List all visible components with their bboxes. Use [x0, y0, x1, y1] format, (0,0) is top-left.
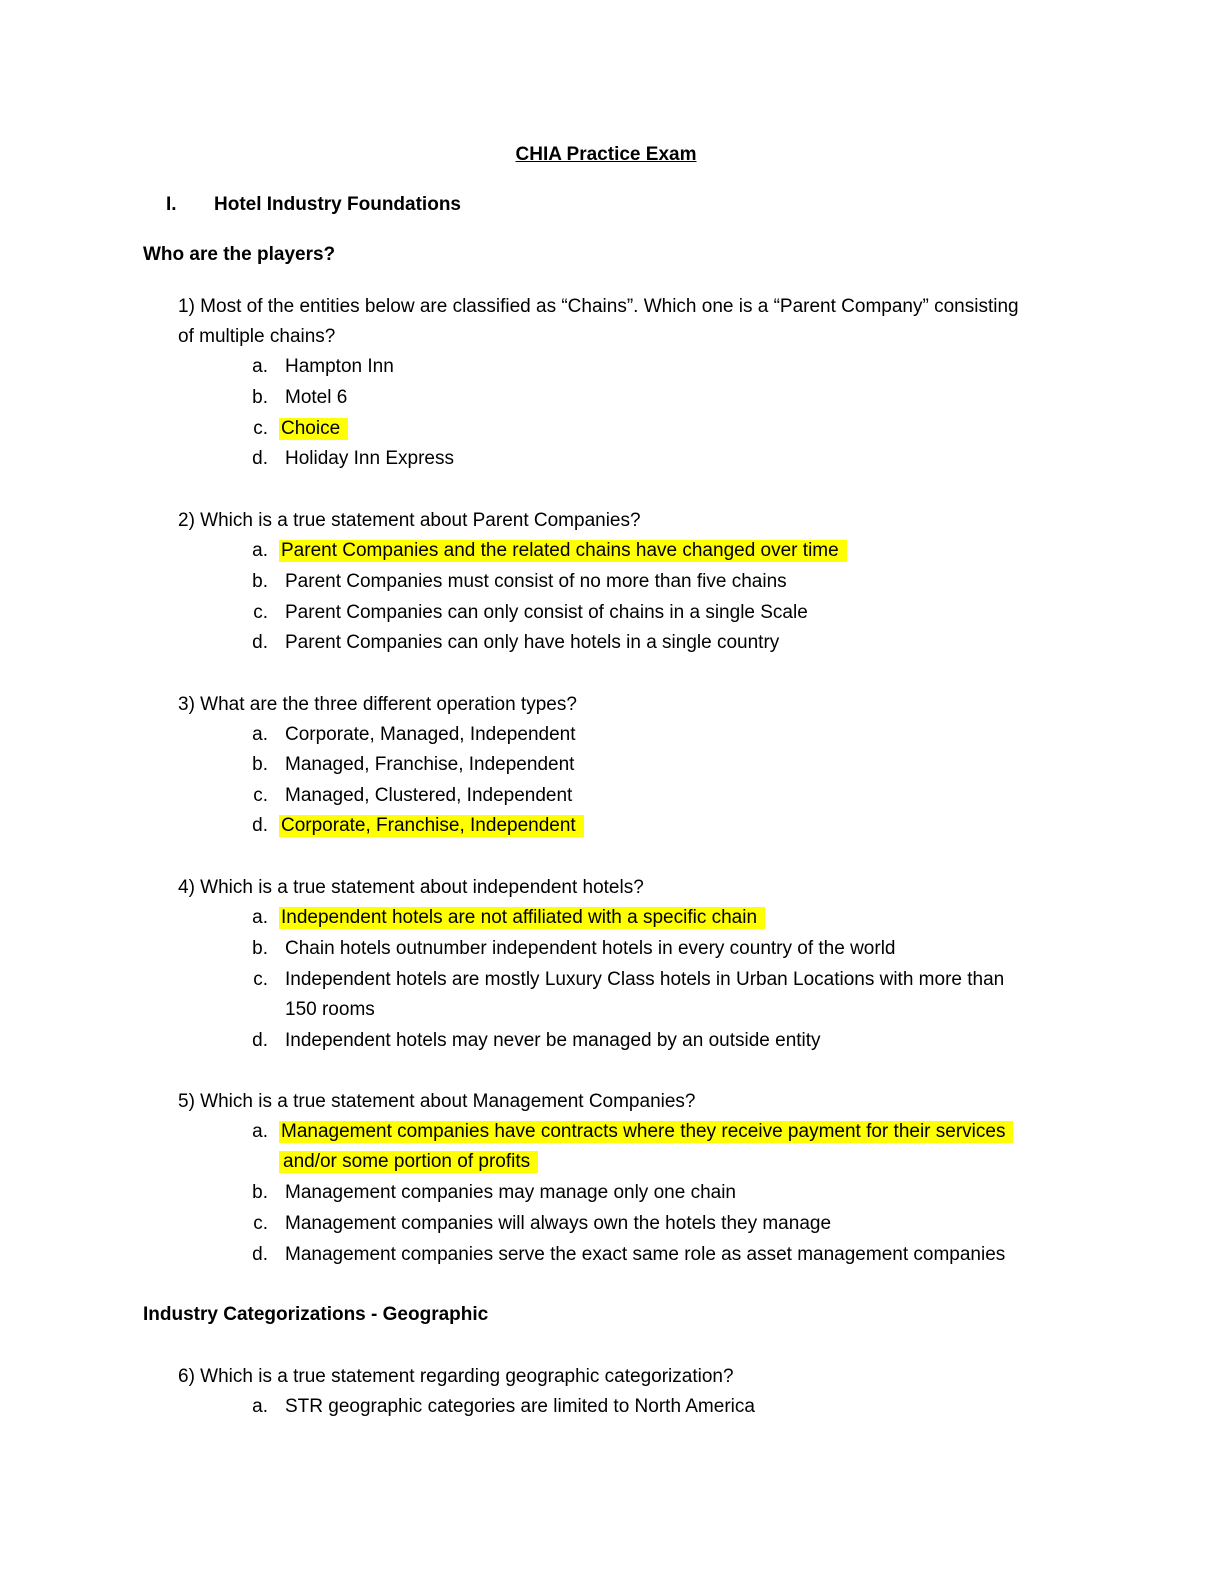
q5-option-a-highlighted-answer: Management companies have contracts where they receive payment for their services: [279, 1121, 1013, 1143]
question-4-text: 4) Which is a true statement about independent hotels?: [178, 877, 644, 898]
q3-option-a-letter: a.: [252, 724, 268, 745]
q2-option-c-letter: c.: [253, 602, 268, 623]
question-1-text: 1) Most of the entities below are classified as “Chains”. Which one is a “Parent Company” consisting: [178, 296, 1019, 317]
q5-option-d: Management companies serve the exact same role as asset management companies: [285, 1244, 1006, 1265]
q4-option-c-letter: c.: [253, 969, 268, 990]
q3-option-a: Corporate, Managed, Independent: [285, 724, 576, 745]
section-numeral: I.: [166, 194, 177, 215]
q1-option-a: Hampton Inn: [285, 356, 394, 377]
question-5-text: 5) Which is a true statement about Management Companies?: [178, 1091, 696, 1112]
q4-option-b: Chain hotels outnumber independent hotels in every country of the world: [285, 938, 896, 959]
q4-option-d: Independent hotels may never be managed by an outside entity: [285, 1030, 821, 1051]
q3-option-c-letter: c.: [253, 785, 268, 806]
q6-option-a-letter: a.: [252, 1396, 268, 1417]
subheading-players: Who are the players?: [143, 244, 336, 265]
q4-option-b-letter: b.: [252, 938, 268, 959]
q1-option-b-letter: b.: [252, 387, 268, 408]
q5-option-c-letter: c.: [253, 1213, 268, 1234]
q5-option-b: Management companies may manage only one chain: [285, 1182, 736, 1203]
q1-option-d-letter: d.: [252, 448, 268, 469]
q2-option-d: Parent Companies can only have hotels in a single country: [285, 632, 780, 653]
q1-option-c-highlighted-answer: Choice: [279, 418, 348, 440]
q2-option-a-letter: a.: [252, 540, 268, 561]
question-2-text: 2) Which is a true statement about Parent Companies?: [178, 510, 641, 531]
q5-option-a-letter: a.: [252, 1121, 268, 1142]
subheading-geographic: Industry Categorizations - Geographic: [143, 1304, 489, 1325]
q2-option-b: Parent Companies must consist of no more than five chains: [285, 571, 787, 592]
q3-option-d-letter: d.: [252, 815, 268, 836]
q3-option-b: Managed, Franchise, Independent: [285, 754, 575, 775]
q4-option-a-highlighted-answer: Independent hotels are not affiliated with a specific chain: [279, 907, 765, 929]
q1-option-b: Motel 6: [285, 387, 348, 408]
q1-option-c-letter: c.: [253, 418, 268, 439]
section-title: Hotel Industry Foundations: [214, 194, 461, 215]
question-6-text: 6) Which is a true statement regarding geographic categorization?: [178, 1366, 734, 1387]
q5-option-b-letter: b.: [252, 1182, 268, 1203]
q5-option-a-cont-highlighted: and/or some portion of profits: [279, 1151, 538, 1173]
q2-option-b-letter: b.: [252, 571, 268, 592]
q3-option-d-highlighted-answer: Corporate, Franchise, Independent: [279, 815, 584, 837]
q2-option-a-highlighted-answer: Parent Companies and the related chains have changed over time: [279, 540, 847, 562]
q2-option-c: Parent Companies can only consist of chains in a single Scale: [285, 602, 808, 623]
question-3-text: 3) What are the three different operation types?: [178, 694, 577, 715]
q5-option-c: Management companies will always own the hotels they manage: [285, 1213, 832, 1234]
document-title: CHIA Practice Exam: [515, 144, 697, 165]
q6-option-a: STR geographic categories are limited to North America: [285, 1396, 755, 1417]
q2-option-d-letter: d.: [252, 632, 268, 653]
q4-option-c: Independent hotels are mostly Luxury Class hotels in Urban Locations with more than: [285, 969, 1005, 990]
question-1-text-cont: of multiple chains?: [178, 326, 336, 347]
q5-option-d-letter: d.: [252, 1244, 268, 1265]
q3-option-c: Managed, Clustered, Independent: [285, 785, 573, 806]
q4-option-a-letter: a.: [252, 907, 268, 928]
q1-option-a-letter: a.: [252, 356, 268, 377]
q4-option-d-letter: d.: [252, 1030, 268, 1051]
q1-option-d: Holiday Inn Express: [285, 448, 454, 469]
q4-option-c-cont: 150 rooms: [285, 999, 375, 1020]
q3-option-b-letter: b.: [252, 754, 268, 775]
